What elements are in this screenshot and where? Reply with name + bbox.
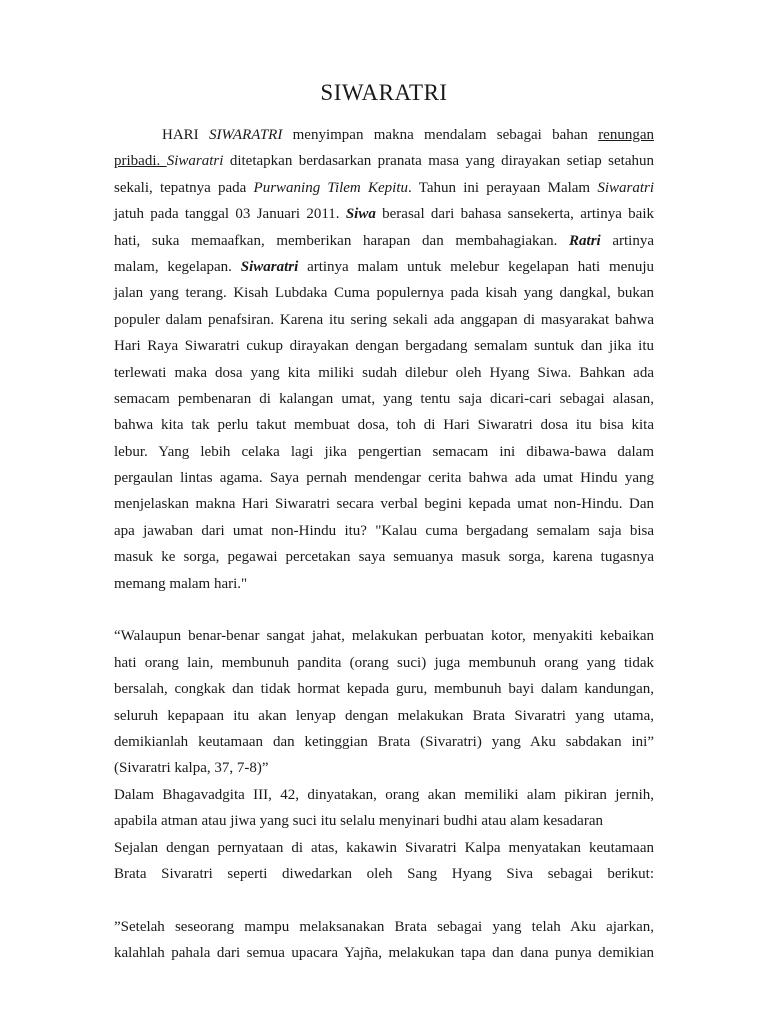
text-segment: memang malam hari." <box>114 575 248 592</box>
text-segment: lebur. Yang lebih celaka lagi jika pengertian semacam ini dibawa-bawa dalam <box>114 443 654 460</box>
text-line <box>114 228 654 254</box>
text-segment: Brata Sivaratri seperti diwedarkan oleh Sang Hyang Siva sebagai berikut: <box>114 865 654 882</box>
text-segment: bahwa kita tak perlu takut membuat dosa, toh di Hari Siwaratri dosa itu bisa kita <box>114 417 654 434</box>
text-segment: Purwaning Tilem Kepitu <box>253 179 408 196</box>
text-segment: ditetapkan berdasarkan pranata masa yang dirayakan setiap setahun <box>223 153 654 170</box>
text-line <box>114 518 654 544</box>
text-segment: SIWARATRI <box>208 127 283 143</box>
text-line <box>114 201 654 227</box>
text-segment: Siwaratri <box>240 258 299 275</box>
text-segment: berasal dari bahasa sansekerta, artinya baik <box>375 206 654 223</box>
text-segment: HARI <box>162 127 209 143</box>
text-segment: semacam pembenaran di kalangan umat, yang tentu saja dicari-cari sebagai alasan, <box>114 390 654 407</box>
text-segment: menjelaskan makna Hari Siwaratri secara verbal begini kepada umat non-Hindu. Dan <box>114 496 654 513</box>
text-segment: apa jawaban dari umat non-Hindu itu? "Kalau cuma bergadang semalam saja bisa <box>114 522 654 539</box>
text-segment: sekali, tepatnya pada <box>114 179 254 196</box>
text-line <box>114 439 654 465</box>
text-segment: (Sivaratri kalpa, 37, 7-8)” <box>114 760 269 777</box>
text-segment: Siwaratri <box>597 179 654 196</box>
text-line <box>114 623 654 649</box>
text-segment: demikianlah keutamaan dan ketinggian Brata (Sivaratri) yang Aku sabdakan ini” <box>114 733 654 750</box>
text-line <box>114 755 654 781</box>
text-segment: renungan <box>598 127 654 143</box>
text-line <box>114 360 654 386</box>
text-segment: masuk ke sorga, pegawai percetakan saya semuanya masuk sorga, karena tugasnya <box>114 549 654 566</box>
text-segment: artinya malam untuk melebur kegelapan hati menuju <box>298 258 654 275</box>
text-line <box>114 544 654 570</box>
text-segment: Siwaratri <box>166 153 224 170</box>
text-line <box>114 122 654 148</box>
text-segment: hati orang lain, membunuh pandita (orang suci) juga membunuh orang yang tidak <box>114 654 654 671</box>
text-segment: seluruh kepapaan itu akan lenyap dengan melakukan Brata Sivaratri yang utama, <box>114 707 654 724</box>
text-segment: jalan yang terang. Kisah Lubdaka Cuma populernya pada kisah yang dangkal, bukan <box>114 285 654 302</box>
text-segment: Hari Raya Siwaratri cukup dirayakan dengan bergadang semalam suntuk dan jika itu <box>114 338 654 355</box>
text-line <box>114 465 654 491</box>
text-segment: Dalam Bhagavadgita III, 42, dinyatakan, orang akan memiliki alam pikiran jernih, <box>114 786 654 803</box>
text-line <box>114 307 654 333</box>
text-line <box>114 412 654 438</box>
text-line <box>114 861 654 887</box>
document-title: SIWARATRI <box>320 80 448 105</box>
text-segment: malam, kegelapan. <box>114 258 241 275</box>
text-segment: pribadi. <box>114 153 167 170</box>
text-segment: ”Setelah seseorang mampu melaksanakan Brata sebagai yang telah Aku ajarkan, <box>114 918 654 935</box>
text-line <box>114 175 654 201</box>
text-segment: pergaulan lintas agama. Saya pernah mendengar cerita bahwa ada umat Hindu yang <box>114 470 654 487</box>
text-line <box>114 333 654 359</box>
text-line <box>114 491 654 517</box>
text-line <box>114 280 654 306</box>
text-line <box>114 729 654 755</box>
text-line <box>114 808 654 834</box>
text-segment: menyimpan makna mendalam sebagai bahan <box>282 127 599 143</box>
text-segment: populer dalam penafsiran. Karena itu sering sekali ada anggapan di masyarakat bahwa <box>114 311 654 328</box>
blank-line <box>114 597 654 623</box>
text-line <box>114 914 654 940</box>
text-line <box>114 835 654 861</box>
text-segment: Siwa <box>345 206 376 223</box>
text-line <box>114 703 654 729</box>
text-segment: terlewati maka dosa yang kita miliki sudah dilebur oleh Hyang Siwa. Bahkan ada <box>114 364 654 381</box>
text-line <box>114 254 654 280</box>
text-line <box>114 148 654 174</box>
text-segment: kalahlah pahala dari semua upacara Yajña, melakukan tapa dan dana punya demikian <box>114 945 654 962</box>
text-segment: jatuh pada tanggal 03 Januari 2011. <box>114 206 346 223</box>
text-segment: artinya <box>600 232 654 249</box>
blank-line <box>114 887 654 913</box>
text-line <box>114 571 654 597</box>
text-segment: . Tahun ini perayaan Malam <box>408 179 598 196</box>
text-segment: hati, suka memaafkan, memberikan harapan dan membahagiakan. <box>114 232 570 249</box>
text-segment: Ratri <box>569 232 601 249</box>
text-segment: “Walaupun benar-benar sangat jahat, melakukan perbuatan kotor, menyakiti kebaikan <box>114 628 654 645</box>
text-segment: apabila atman atau jiwa yang suci itu selalu menyinari budhi atau alam kesadaran <box>114 813 603 830</box>
text-line <box>114 940 654 966</box>
text-segment: bersalah, congkak dan tidak hormat kepada guru, membunuh bayi dalam kandungan, <box>114 681 654 698</box>
text-segment: Sejalan dengan pernyataan di atas, kakawin Sivaratri Kalpa menyatakan keutamaan <box>114 839 654 856</box>
text-line <box>114 676 654 702</box>
text-line <box>114 650 654 676</box>
document-body <box>114 122 654 967</box>
text-line <box>114 782 654 808</box>
text-line <box>114 386 654 412</box>
